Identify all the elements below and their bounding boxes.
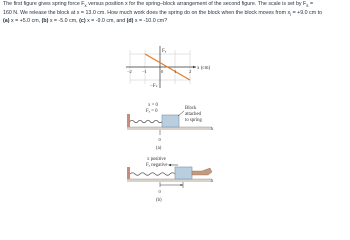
hand	[192, 168, 212, 175]
problem-line-2: 160 N. We release the block at x = 13.0 cm. How much work does the spring do on the block when the block moves from $x_i = +9.0$ cm to	[3, 9, 323, 17]
figure-a	[127, 103, 214, 151]
x-axis-letter: x	[211, 127, 214, 132]
floor	[127, 127, 212, 130]
problem-line-3: (a) x = +5.0 cm, (b) x = -5.0 cm, (c) x = -9.0 cm, and (d) x = -10.0 cm?	[3, 18, 168, 25]
figure-b	[127, 157, 214, 203]
zero-label: 0	[158, 137, 161, 142]
force-graph	[126, 46, 211, 89]
tick-label: 0	[161, 69, 164, 74]
problem-line-1: The first figure gives spring force $F_x$ versus position x for the spring–block arrangement of the second figure. The scale is set by $F_s$ =	[3, 1, 314, 9]
tick-label: 1	[174, 69, 177, 74]
x-axis-arrow	[193, 66, 196, 68]
block-note-line-3: to spring	[185, 118, 202, 123]
floor	[127, 179, 212, 182]
spring	[130, 120, 162, 123]
tick-label: −1	[142, 69, 147, 74]
fx-zero-label: Fₓ = 0	[146, 109, 158, 114]
tick-label: −2	[127, 69, 132, 74]
y-top-label: Fₓ	[162, 49, 167, 54]
block	[162, 115, 179, 127]
block-note-line-2: attached	[185, 112, 201, 117]
spring	[130, 173, 175, 176]
x-axis-letter: x	[211, 179, 214, 184]
figure-a-caption: (a)	[156, 146, 162, 151]
x-axis-label: x (cm)	[197, 66, 211, 71]
tick-label: 2	[189, 69, 192, 74]
x-zero-label: x = 0	[148, 103, 158, 108]
fx-negative-label: Fₓ negative	[146, 163, 168, 168]
block-note-line-1: Block	[185, 106, 197, 111]
x-positive-label: x positive	[147, 157, 166, 162]
figure-b-caption: (b)	[156, 198, 162, 203]
zero-label: 0	[158, 189, 161, 194]
y-bottom-label: −Fₛ	[150, 84, 158, 89]
block	[175, 167, 192, 179]
